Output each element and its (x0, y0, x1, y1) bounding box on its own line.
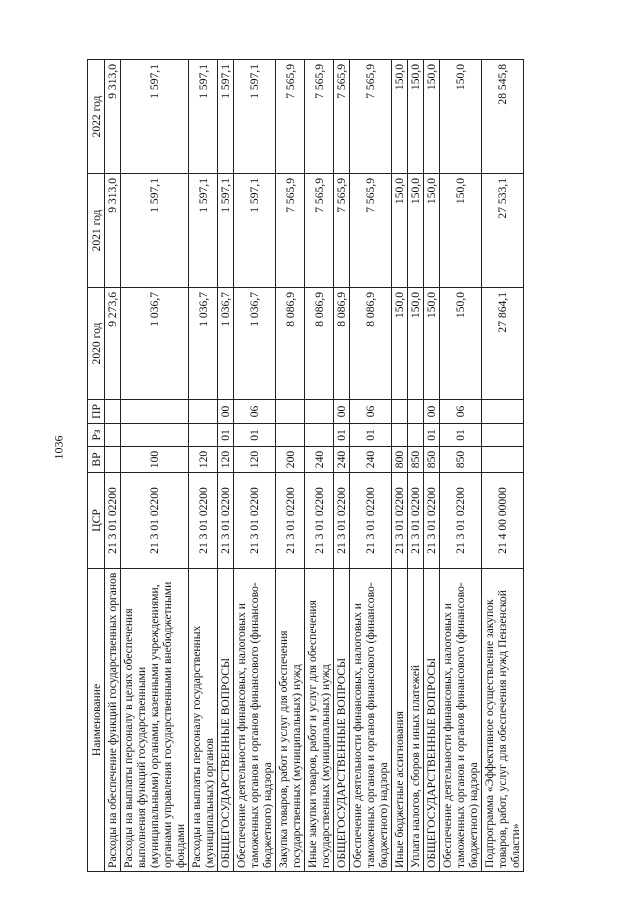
cell-vr: 240 (305, 447, 334, 473)
cell-rz: 01 (234, 424, 276, 447)
cell-csr: 21 3 01 02200 (121, 473, 189, 569)
cell-rz (482, 424, 524, 447)
cell-vr: 100 (121, 447, 189, 473)
cell-name: Подпрограмма «Эффективное осуществление закупок товаров, работ, услуг для обеспечения нужд Пензенской области» (482, 569, 524, 872)
cell-csr: 21 3 01 02200 (392, 473, 408, 569)
cell-name: Расходы на выплаты персоналу государственных (муниципальных) органов (189, 569, 218, 872)
cell-name: ОБЩЕГОСУДАРСТВЕННЫЕ ВОПРОСЫ (424, 569, 440, 872)
table-row (482, 60, 524, 872)
cell-vr (105, 447, 121, 473)
cell-csr: 21 3 01 02200 (305, 473, 334, 569)
cell-rz: 01 (218, 424, 234, 447)
table-row (440, 60, 482, 872)
cell-pr (121, 400, 189, 424)
cell-2021: 7 565,9 (334, 174, 350, 288)
cell-pr: 06 (350, 400, 392, 424)
cell-pr (482, 400, 524, 424)
cell-vr: 850 (440, 447, 482, 473)
cell-rz (121, 424, 189, 447)
cell-name: Уплата налогов, сборов и иных платежей (408, 569, 424, 872)
header-name: Наименование (88, 569, 105, 872)
cell-rz: 01 (440, 424, 482, 447)
cell-2022: 150,0 (424, 60, 440, 174)
cell-pr: 00 (424, 400, 440, 424)
table-row (218, 60, 234, 872)
header-2022: 2022 год (88, 60, 105, 174)
cell-2022: 7 565,9 (305, 60, 334, 174)
table-row (276, 60, 305, 872)
cell-2020: 8 086,9 (334, 288, 350, 400)
cell-2020: 150,0 (424, 288, 440, 400)
cell-name: Иные закупки товаров, работ и услуг для обеспечения государственных (муниципальных) нужд (305, 569, 334, 872)
cell-pr (105, 400, 121, 424)
cell-2022: 150,0 (392, 60, 408, 174)
header-vr: ВР (88, 447, 105, 473)
cell-2021: 1 597,1 (218, 174, 234, 288)
cell-2021: 150,0 (392, 174, 408, 288)
table-row (424, 60, 440, 872)
cell-2020: 9 273,6 (105, 288, 121, 400)
cell-vr: 240 (334, 447, 350, 473)
cell-2020: 8 086,9 (350, 288, 392, 400)
cell-name: Обеспечение деятельности финансовых, налоговых и таможенных органов и органов финансового (финансово-бюджетного) надзора (440, 569, 482, 872)
cell-2020: 1 036,7 (189, 288, 218, 400)
cell-2022: 7 565,9 (334, 60, 350, 174)
cell-2022: 1 597,1 (218, 60, 234, 174)
cell-name: Обеспечение деятельности финансовых, налоговых и таможенных органов и органов финансового (финансово-бюджетного) надзора (234, 569, 276, 872)
cell-rz (392, 424, 408, 447)
table-row (105, 60, 121, 872)
table-row (334, 60, 350, 872)
cell-pr (305, 400, 334, 424)
cell-2021: 7 565,9 (305, 174, 334, 288)
cell-rz (276, 424, 305, 447)
table-row (234, 60, 276, 872)
cell-pr (408, 400, 424, 424)
cell-2020: 1 036,7 (121, 288, 189, 400)
cell-name: ОБЩЕГОСУДАРСТВЕННЫЕ ВОПРОСЫ (218, 569, 234, 872)
cell-2022: 150,0 (408, 60, 424, 174)
cell-2021: 7 565,9 (350, 174, 392, 288)
table-row (189, 60, 218, 872)
cell-csr: 21 3 01 02200 (189, 473, 218, 569)
cell-vr: 240 (350, 447, 392, 473)
cell-2020: 150,0 (408, 288, 424, 400)
cell-2021: 9 313,0 (105, 174, 121, 288)
header-rz: Рз (88, 424, 105, 447)
cell-csr: 21 3 01 02200 (440, 473, 482, 569)
table-row (305, 60, 334, 872)
cell-csr: 21 3 01 02200 (105, 473, 121, 569)
cell-name: Иные бюджетные ассигнования (392, 569, 408, 872)
cell-rz (105, 424, 121, 447)
cell-2021: 1 597,1 (234, 174, 276, 288)
budget-table (87, 59, 524, 872)
page-number: 1036 (51, 435, 66, 460)
cell-csr: 21 3 01 02200 (334, 473, 350, 569)
table-row (408, 60, 424, 872)
table-row (350, 60, 392, 872)
cell-2020: 8 086,9 (305, 288, 334, 400)
cell-csr: 21 3 01 02200 (350, 473, 392, 569)
cell-rz: 01 (424, 424, 440, 447)
cell-vr (482, 447, 524, 473)
cell-2022: 7 565,9 (276, 60, 305, 174)
cell-rz: 01 (350, 424, 392, 447)
cell-2021: 150,0 (424, 174, 440, 288)
cell-csr: 21 3 01 02200 (218, 473, 234, 569)
cell-2021: 27 533,1 (482, 174, 524, 288)
header-csr: ЦСР (88, 473, 105, 569)
cell-pr (392, 400, 408, 424)
cell-csr: 21 3 01 02200 (234, 473, 276, 569)
cell-name: Закупка товаров, работ и услуг для обеспечения государственных (муниципальных) нужд (276, 569, 305, 872)
cell-2022: 1 597,1 (234, 60, 276, 174)
cell-vr: 120 (234, 447, 276, 473)
cell-vr: 200 (276, 447, 305, 473)
cell-2021: 7 565,9 (276, 174, 305, 288)
cell-2021: 1 597,1 (189, 174, 218, 288)
cell-2021: 1 597,1 (121, 174, 189, 288)
cell-pr: 00 (334, 400, 350, 424)
cell-rz: 01 (334, 424, 350, 447)
table-body (105, 60, 524, 872)
cell-csr: 21 3 01 02200 (424, 473, 440, 569)
cell-pr: 06 (440, 400, 482, 424)
cell-name: Расходы на выплаты персоналу в целях обеспечения выполнения функций государственными (муниципальными) органами, казенными учреждениями, органами управления государственными внебюджетными фондами (121, 569, 189, 872)
cell-2022: 1 597,1 (189, 60, 218, 174)
header-2020: 2020 год (88, 288, 105, 400)
cell-2020: 150,0 (392, 288, 408, 400)
cell-2020: 150,0 (440, 288, 482, 400)
cell-2022: 7 565,9 (350, 60, 392, 174)
cell-vr: 120 (218, 447, 234, 473)
cell-vr: 800 (392, 447, 408, 473)
cell-2022: 28 545,8 (482, 60, 524, 174)
table-row (121, 60, 189, 872)
cell-2022: 150,0 (440, 60, 482, 174)
cell-rz (305, 424, 334, 447)
cell-csr: 21 4 00 00000 (482, 473, 524, 569)
cell-pr: 06 (234, 400, 276, 424)
cell-csr: 21 3 01 02200 (276, 473, 305, 569)
cell-vr: 850 (424, 447, 440, 473)
cell-pr (276, 400, 305, 424)
cell-vr: 850 (408, 447, 424, 473)
cell-rz (408, 424, 424, 447)
table-row (392, 60, 408, 872)
cell-2021: 150,0 (440, 174, 482, 288)
cell-2020: 1 036,7 (234, 288, 276, 400)
cell-2021: 150,0 (408, 174, 424, 288)
cell-2022: 1 597,1 (121, 60, 189, 174)
cell-pr (189, 400, 218, 424)
cell-2020: 1 036,7 (218, 288, 234, 400)
header-2021: 2021 год (88, 174, 105, 288)
cell-2020: 27 864,1 (482, 288, 524, 400)
cell-name: Обеспечение деятельности финансовых, налоговых и таможенных органов и органов финансового (финансово-бюджетного) надзора (350, 569, 392, 872)
cell-name: Расходы на обеспечение функций государственных органов (105, 569, 121, 872)
cell-vr: 120 (189, 447, 218, 473)
header-pr: ПР (88, 400, 105, 424)
cell-2022: 9 313,0 (105, 60, 121, 174)
cell-2020: 8 086,9 (276, 288, 305, 400)
cell-name: ОБЩЕГОСУДАРСТВЕННЫЕ ВОПРОСЫ (334, 569, 350, 872)
cell-csr: 21 3 01 02200 (408, 473, 424, 569)
cell-rz (189, 424, 218, 447)
rotated-table-wrapper (87, 60, 560, 872)
cell-pr: 00 (218, 400, 234, 424)
header-row (88, 60, 105, 872)
